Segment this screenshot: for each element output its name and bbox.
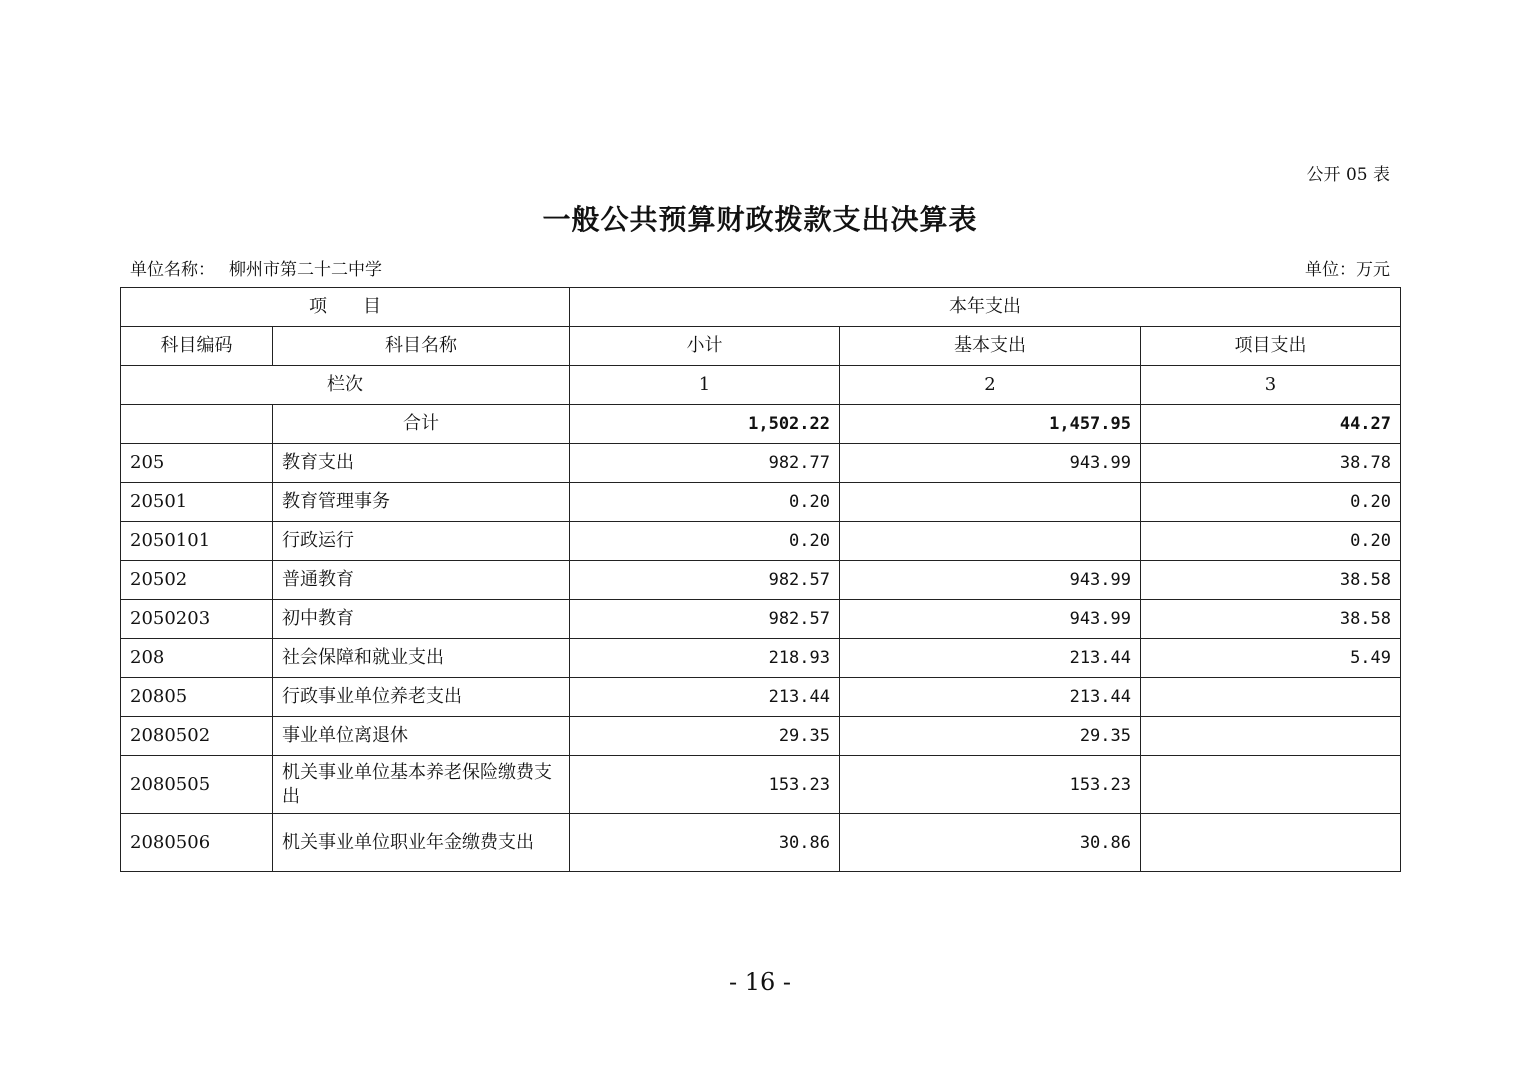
row-code: 20502 (121, 561, 273, 600)
row-name: 机关事业单位职业年金缴费支出 (273, 814, 570, 872)
row-basic: 30.86 (840, 814, 1141, 872)
row-name: 社会保障和就业支出 (273, 639, 570, 678)
page-number: - 16 - (728, 968, 791, 996)
column-seq-3: 3 (1141, 366, 1401, 405)
table-row (121, 522, 1401, 561)
budget-table (120, 287, 1401, 872)
table-row (121, 483, 1401, 522)
header-subtotal: 小计 (570, 327, 840, 366)
row-code: 20805 (121, 678, 273, 717)
column-seq-label: 栏次 (121, 366, 570, 405)
row-code: 2080505 (121, 756, 273, 814)
row-code: 2050203 (121, 600, 273, 639)
total-subtotal: 1,502.22 (570, 405, 840, 444)
header-items: 项 目 (121, 288, 570, 327)
header-project: 项目支出 (1141, 327, 1401, 366)
row-project (1141, 678, 1401, 717)
row-basic (840, 522, 1141, 561)
row-project: 38.58 (1141, 600, 1401, 639)
row-name: 行政运行 (273, 522, 570, 561)
header-code: 科目编码 (121, 327, 273, 366)
row-project: 5.49 (1141, 639, 1401, 678)
row-subtotal: 218.93 (570, 639, 840, 678)
total-label: 合计 (273, 405, 570, 444)
row-basic: 29.35 (840, 717, 1141, 756)
row-code: 20501 (121, 483, 273, 522)
unit-name-value: 柳州市第二十二中学 (229, 260, 382, 280)
row-subtotal: 30.86 (570, 814, 840, 872)
row-basic: 213.44 (840, 678, 1141, 717)
total-code-cell (121, 405, 273, 444)
unit-name-label: 单位名称： (130, 260, 215, 280)
row-name: 教育支出 (273, 444, 570, 483)
row-code: 208 (121, 639, 273, 678)
row-basic: 943.99 (840, 444, 1141, 483)
total-project: 44.27 (1141, 405, 1401, 444)
column-seq-2: 2 (840, 366, 1141, 405)
table-row (121, 561, 1401, 600)
row-project: 0.20 (1141, 483, 1401, 522)
row-name: 普通教育 (273, 561, 570, 600)
row-basic: 943.99 (840, 561, 1141, 600)
row-basic: 153.23 (840, 756, 1141, 814)
row-name: 初中教育 (273, 600, 570, 639)
row-subtotal: 982.57 (570, 561, 840, 600)
row-project (1141, 756, 1401, 814)
unit-name-block (130, 255, 382, 280)
table-row (121, 600, 1401, 639)
row-subtotal: 0.20 (570, 522, 840, 561)
currency-unit-label: 单位：万元 (1305, 260, 1390, 280)
header-name: 科目名称 (273, 327, 570, 366)
header-row-2 (121, 327, 1401, 366)
header-row-1 (121, 288, 1401, 327)
row-code: 2050101 (121, 522, 273, 561)
row-subtotal: 0.20 (570, 483, 840, 522)
total-basic: 1,457.95 (840, 405, 1141, 444)
table-row (121, 444, 1401, 483)
column-seq-row (121, 366, 1401, 405)
row-subtotal: 153.23 (570, 756, 840, 814)
row-subtotal: 982.57 (570, 600, 840, 639)
row-subtotal: 982.77 (570, 444, 840, 483)
row-code: 2080502 (121, 717, 273, 756)
form-id-label: 公开 05 表 (1306, 165, 1390, 185)
row-code: 2080506 (121, 814, 273, 872)
column-seq-1: 1 (570, 366, 840, 405)
page-title: 一般公共预算财政拨款支出决算表 (542, 203, 978, 236)
header-current-year: 本年支出 (570, 288, 1401, 327)
total-row (121, 405, 1401, 444)
row-name: 行政事业单位养老支出 (273, 678, 570, 717)
table-row (121, 717, 1401, 756)
row-code: 205 (121, 444, 273, 483)
row-project: 0.20 (1141, 522, 1401, 561)
row-name: 教育管理事务 (273, 483, 570, 522)
table-row (121, 814, 1401, 872)
row-subtotal: 213.44 (570, 678, 840, 717)
row-project: 38.58 (1141, 561, 1401, 600)
row-project (1141, 814, 1401, 872)
row-basic: 213.44 (840, 639, 1141, 678)
row-project (1141, 717, 1401, 756)
row-subtotal: 29.35 (570, 717, 840, 756)
row-name: 机关事业单位基本养老保险缴费支出 (273, 756, 570, 814)
table-row (121, 639, 1401, 678)
row-basic (840, 483, 1141, 522)
table-row (121, 678, 1401, 717)
header-basic: 基本支出 (840, 327, 1141, 366)
row-basic: 943.99 (840, 600, 1141, 639)
unit-info-row (130, 255, 1390, 279)
row-name: 事业单位离退休 (273, 717, 570, 756)
row-project: 38.78 (1141, 444, 1401, 483)
table-row (121, 756, 1401, 814)
